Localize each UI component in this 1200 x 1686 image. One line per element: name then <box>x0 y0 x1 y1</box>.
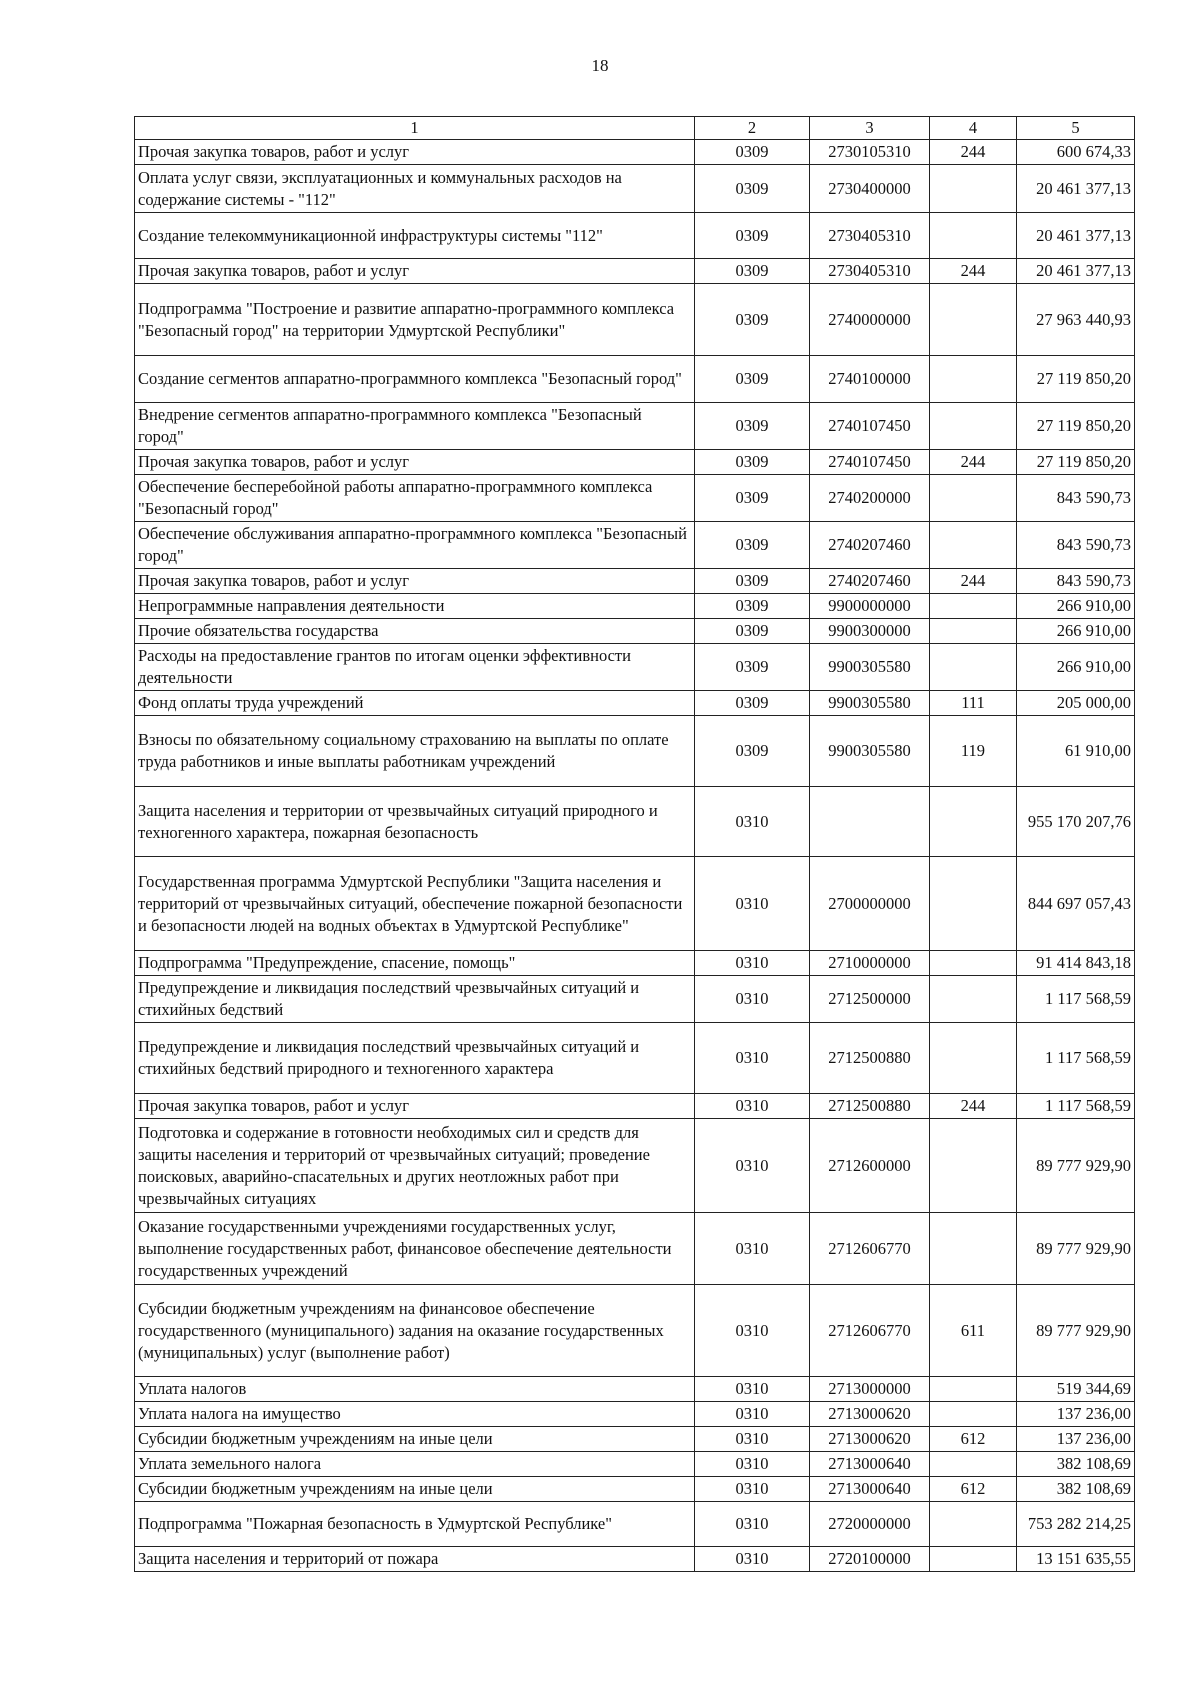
table-row <box>135 213 1135 259</box>
cell-target-article: 2713000640 <box>810 1452 930 1477</box>
cell-section: 0310 <box>695 1285 810 1377</box>
cell-target-article: 2730105310 <box>810 140 930 165</box>
cell-expense-type: 611 <box>930 1285 1017 1377</box>
cell-section: 0309 <box>695 716 810 787</box>
cell-target-article: 2730405310 <box>810 213 930 259</box>
cell-sum: 137 236,00 <box>1017 1427 1135 1452</box>
cell-sum: 20 461 377,13 <box>1017 213 1135 259</box>
cell-expense-type: 119 <box>930 716 1017 787</box>
cell-expense-type <box>930 165 1017 213</box>
cell-section: 0310 <box>695 1452 810 1477</box>
cell-target-article: 9900305580 <box>810 716 930 787</box>
cell-target-article: 2712600000 <box>810 1119 930 1213</box>
cell-expense-type <box>930 951 1017 976</box>
table-row <box>135 1402 1135 1427</box>
cell-sum: 600 674,33 <box>1017 140 1135 165</box>
table-row <box>135 976 1135 1023</box>
cell-target-article: 2713000640 <box>810 1477 930 1502</box>
cell-expense-type: 244 <box>930 140 1017 165</box>
cell-section: 0309 <box>695 475 810 522</box>
table-row <box>135 716 1135 787</box>
cell-expense-type <box>930 1502 1017 1547</box>
cell-name: Оплата услуг связи, эксплуатационных и коммунальных расходов на содержание системы - "112" <box>135 165 695 213</box>
cell-name: Субсидии бюджетным учреждениям на иные цели <box>135 1477 695 1502</box>
cell-name: Оказание государственными учреждениями государственных услуг, выполнение государственных работ, финансовое обеспечение деятельности государственных учреждений <box>135 1213 695 1285</box>
column-header-expense-type: 4 <box>930 117 1017 140</box>
cell-section: 0310 <box>695 1094 810 1119</box>
cell-expense-type <box>930 403 1017 450</box>
cell-expense-type: 612 <box>930 1477 1017 1502</box>
table-header-row <box>135 117 1135 140</box>
cell-name: Подготовка и содержание в готовности необходимых сил и средств для защиты населения и территорий от чрезвычайных ситуаций; проведение поисковых, аварийно-спасательных и других неотложных работ при чрезвычайных ситуациях <box>135 1119 695 1213</box>
cell-sum: 519 344,69 <box>1017 1377 1135 1402</box>
cell-name: Субсидии бюджетным учреждениям на иные цели <box>135 1427 695 1452</box>
table-row <box>135 356 1135 403</box>
cell-expense-type <box>930 1547 1017 1572</box>
cell-target-article: 9900000000 <box>810 594 930 619</box>
cell-section: 0310 <box>695 857 810 951</box>
cell-sum: 27 119 850,20 <box>1017 403 1135 450</box>
cell-sum: 753 282 214,25 <box>1017 1502 1135 1547</box>
cell-expense-type <box>930 857 1017 951</box>
page-number: 18 <box>591 56 609 75</box>
cell-name: Защита населения и территорий от пожара <box>135 1547 695 1572</box>
cell-target-article: 2720000000 <box>810 1502 930 1547</box>
cell-sum: 266 910,00 <box>1017 644 1135 691</box>
table-row <box>135 1094 1135 1119</box>
table-row <box>135 569 1135 594</box>
cell-name: Государственная программа Удмуртской Республики "Защита населения и территорий от чрезвычайных ситуаций, обеспечение пожарной безопасности и безопасности людей на водных объектах в Удмуртской Республике" <box>135 857 695 951</box>
column-header-section: 2 <box>695 117 810 140</box>
cell-expense-type <box>930 522 1017 569</box>
cell-target-article: 2740100000 <box>810 356 930 403</box>
cell-target-article: 2720100000 <box>810 1547 930 1572</box>
table-row <box>135 1477 1135 1502</box>
cell-expense-type <box>930 787 1017 857</box>
cell-sum: 27 119 850,20 <box>1017 356 1135 403</box>
cell-sum: 382 108,69 <box>1017 1452 1135 1477</box>
cell-sum: 20 461 377,13 <box>1017 165 1135 213</box>
cell-sum: 91 414 843,18 <box>1017 951 1135 976</box>
cell-name: Прочие обязательства государства <box>135 619 695 644</box>
cell-expense-type <box>930 1213 1017 1285</box>
cell-target-article: 2712606770 <box>810 1213 930 1285</box>
table-row <box>135 1547 1135 1572</box>
cell-expense-type <box>930 976 1017 1023</box>
cell-name: Субсидии бюджетным учреждениям на финансовое обеспечение государственного (муниципального) задания на оказание государственных (муниципальных) услуг (выполнение работ) <box>135 1285 695 1377</box>
cell-section: 0309 <box>695 284 810 356</box>
cell-expense-type <box>930 356 1017 403</box>
table-row <box>135 594 1135 619</box>
cell-name: Предупреждение и ликвидация последствий чрезвычайных ситуаций и стихийных бедствий <box>135 976 695 1023</box>
cell-target-article: 2740107450 <box>810 450 930 475</box>
table-row <box>135 857 1135 951</box>
cell-name: Уплата налогов <box>135 1377 695 1402</box>
cell-expense-type <box>930 1023 1017 1094</box>
table-row <box>135 140 1135 165</box>
cell-name: Обеспечение обслуживания аппаратно-программного комплекса "Безопасный город" <box>135 522 695 569</box>
table-row <box>135 1119 1135 1213</box>
cell-sum: 843 590,73 <box>1017 569 1135 594</box>
cell-sum: 137 236,00 <box>1017 1402 1135 1427</box>
cell-section: 0309 <box>695 619 810 644</box>
cell-section: 0310 <box>695 1477 810 1502</box>
cell-name: Создание телекоммуникационной инфраструктуры системы "112" <box>135 213 695 259</box>
cell-section: 0310 <box>695 951 810 976</box>
cell-target-article: 2740207460 <box>810 522 930 569</box>
cell-name: Взносы по обязательному социальному страхованию на выплаты по оплате труда работников и иные выплаты работникам учреждений <box>135 716 695 787</box>
cell-section: 0309 <box>695 569 810 594</box>
table-row <box>135 787 1135 857</box>
cell-target-article: 2740207460 <box>810 569 930 594</box>
cell-expense-type <box>930 1119 1017 1213</box>
cell-section: 0310 <box>695 1502 810 1547</box>
table-body <box>135 140 1135 1572</box>
cell-name: Прочая закупка товаров, работ и услуг <box>135 1094 695 1119</box>
cell-sum: 205 000,00 <box>1017 691 1135 716</box>
cell-sum: 1 117 568,59 <box>1017 976 1135 1023</box>
cell-target-article: 2712500880 <box>810 1094 930 1119</box>
table-row <box>135 1285 1135 1377</box>
cell-section: 0309 <box>695 356 810 403</box>
cell-section: 0310 <box>695 1377 810 1402</box>
cell-expense-type <box>930 1402 1017 1427</box>
table-row <box>135 403 1135 450</box>
cell-expense-type: 244 <box>930 1094 1017 1119</box>
table-row <box>135 165 1135 213</box>
cell-sum: 27 119 850,20 <box>1017 450 1135 475</box>
cell-name: Внедрение сегментов аппаратно-программного комплекса "Безопасный город" <box>135 403 695 450</box>
table-row <box>135 1213 1135 1285</box>
cell-expense-type <box>930 475 1017 522</box>
cell-target-article: 2730400000 <box>810 165 930 213</box>
table-row <box>135 644 1135 691</box>
cell-target-article: 2700000000 <box>810 857 930 951</box>
table-row <box>135 475 1135 522</box>
cell-sum: 955 170 207,76 <box>1017 787 1135 857</box>
cell-name: Создание сегментов аппаратно-программного комплекса "Безопасный город" <box>135 356 695 403</box>
cell-name: Уплата налога на имущество <box>135 1402 695 1427</box>
table-row <box>135 951 1135 976</box>
cell-target-article: 9900300000 <box>810 619 930 644</box>
cell-expense-type <box>930 284 1017 356</box>
cell-target-article: 2710000000 <box>810 951 930 976</box>
cell-expense-type: 612 <box>930 1427 1017 1452</box>
cell-section: 0310 <box>695 976 810 1023</box>
table-row <box>135 1427 1135 1452</box>
table-row <box>135 259 1135 284</box>
cell-name: Подпрограмма "Предупреждение, спасение, помощь" <box>135 951 695 976</box>
cell-name: Прочая закупка товаров, работ и услуг <box>135 140 695 165</box>
cell-target-article: 2713000000 <box>810 1377 930 1402</box>
cell-sum: 843 590,73 <box>1017 475 1135 522</box>
cell-sum: 266 910,00 <box>1017 594 1135 619</box>
column-header-target-article: 3 <box>810 117 930 140</box>
table-row <box>135 1023 1135 1094</box>
cell-target-article: 2740000000 <box>810 284 930 356</box>
cell-sum: 382 108,69 <box>1017 1477 1135 1502</box>
cell-sum: 844 697 057,43 <box>1017 857 1135 951</box>
cell-target-article: 2712606770 <box>810 1285 930 1377</box>
cell-target-article: 2740107450 <box>810 403 930 450</box>
cell-expense-type: 111 <box>930 691 1017 716</box>
cell-section: 0309 <box>695 140 810 165</box>
cell-target-article: 2712500000 <box>810 976 930 1023</box>
cell-sum: 89 777 929,90 <box>1017 1285 1135 1377</box>
cell-section: 0310 <box>695 1402 810 1427</box>
cell-sum: 1 117 568,59 <box>1017 1094 1135 1119</box>
cell-expense-type <box>930 619 1017 644</box>
cell-target-article: 2713000620 <box>810 1427 930 1452</box>
table-row <box>135 691 1135 716</box>
cell-target-article: 2730405310 <box>810 259 930 284</box>
cell-section: 0309 <box>695 450 810 475</box>
cell-sum: 27 963 440,93 <box>1017 284 1135 356</box>
cell-name: Предупреждение и ликвидация последствий чрезвычайных ситуаций и стихийных бедствий природного и техногенного характера <box>135 1023 695 1094</box>
cell-expense-type <box>930 1377 1017 1402</box>
cell-section: 0309 <box>695 691 810 716</box>
cell-target-article: 2713000620 <box>810 1402 930 1427</box>
cell-sum: 13 151 635,55 <box>1017 1547 1135 1572</box>
cell-sum: 20 461 377,13 <box>1017 259 1135 284</box>
cell-sum: 1 117 568,59 <box>1017 1023 1135 1094</box>
cell-sum: 843 590,73 <box>1017 522 1135 569</box>
cell-sum: 89 777 929,90 <box>1017 1213 1135 1285</box>
table-row <box>135 1377 1135 1402</box>
cell-section: 0309 <box>695 259 810 284</box>
table-row <box>135 284 1135 356</box>
budget-table <box>134 116 1135 1572</box>
cell-section: 0310 <box>695 787 810 857</box>
cell-name: Подпрограмма "Построение и развитие аппаратно-программного комплекса "Безопасный город" на территории Удмуртской Республики" <box>135 284 695 356</box>
cell-section: 0309 <box>695 213 810 259</box>
cell-sum: 89 777 929,90 <box>1017 1119 1135 1213</box>
cell-expense-type <box>930 594 1017 619</box>
cell-name: Непрограммные направления деятельности <box>135 594 695 619</box>
cell-expense-type <box>930 644 1017 691</box>
table-row <box>135 619 1135 644</box>
cell-expense-type: 244 <box>930 569 1017 594</box>
cell-expense-type <box>930 1452 1017 1477</box>
table-row <box>135 450 1135 475</box>
cell-section: 0310 <box>695 1023 810 1094</box>
cell-section: 0310 <box>695 1119 810 1213</box>
column-header-sum: 5 <box>1017 117 1135 140</box>
cell-name: Расходы на предоставление грантов по итогам оценки эффективности деятельности <box>135 644 695 691</box>
cell-section: 0310 <box>695 1427 810 1452</box>
cell-section: 0310 <box>695 1547 810 1572</box>
cell-section: 0309 <box>695 594 810 619</box>
cell-sum: 266 910,00 <box>1017 619 1135 644</box>
cell-expense-type: 244 <box>930 259 1017 284</box>
column-header-name: 1 <box>135 117 695 140</box>
cell-section: 0309 <box>695 644 810 691</box>
cell-section: 0309 <box>695 165 810 213</box>
table-row <box>135 1502 1135 1547</box>
cell-name: Прочая закупка товаров, работ и услуг <box>135 259 695 284</box>
cell-section: 0309 <box>695 403 810 450</box>
cell-name: Обеспечение бесперебойной работы аппаратно-программного комплекса "Безопасный город" <box>135 475 695 522</box>
table-row <box>135 1452 1135 1477</box>
cell-expense-type: 244 <box>930 450 1017 475</box>
cell-name: Фонд оплаты труда учреждений <box>135 691 695 716</box>
cell-sum: 61 910,00 <box>1017 716 1135 787</box>
cell-target-article: 2712500880 <box>810 1023 930 1094</box>
cell-name: Подпрограмма "Пожарная безопасность в Удмуртской Республике" <box>135 1502 695 1547</box>
cell-expense-type <box>930 213 1017 259</box>
table-row <box>135 522 1135 569</box>
cell-target-article: 9900305580 <box>810 691 930 716</box>
cell-name: Защита населения и территории от чрезвычайных ситуаций природного и техногенного характера, пожарная безопасность <box>135 787 695 857</box>
cell-section: 0310 <box>695 1213 810 1285</box>
cell-target-article <box>810 787 930 857</box>
cell-name: Прочая закупка товаров, работ и услуг <box>135 569 695 594</box>
cell-name: Прочая закупка товаров, работ и услуг <box>135 450 695 475</box>
cell-section: 0309 <box>695 522 810 569</box>
cell-target-article: 2740200000 <box>810 475 930 522</box>
cell-target-article: 9900305580 <box>810 644 930 691</box>
cell-name: Уплата земельного налога <box>135 1452 695 1477</box>
